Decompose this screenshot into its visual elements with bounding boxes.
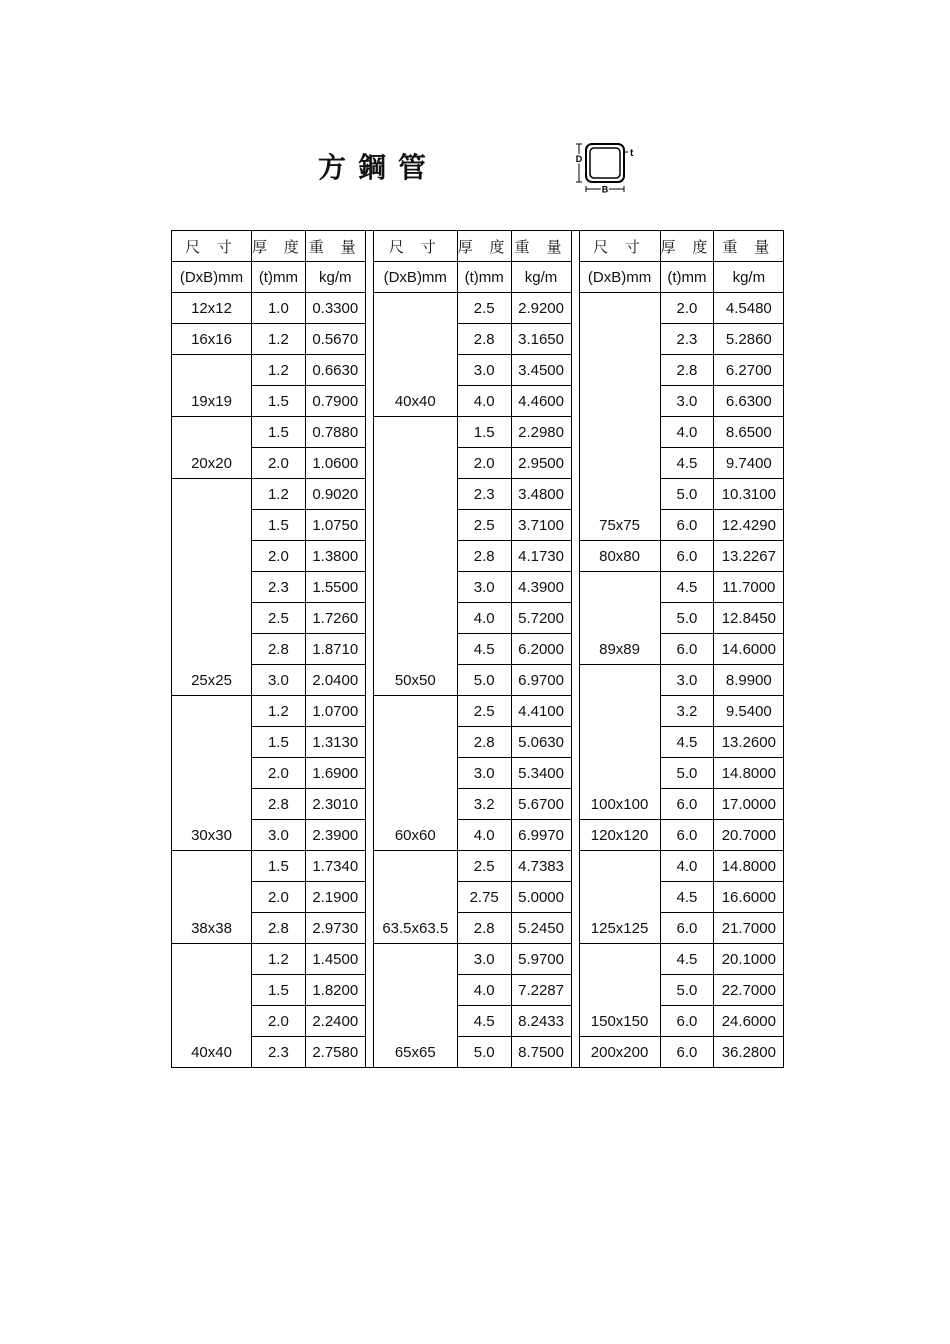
- table-row: [172, 355, 784, 386]
- weight-cell: 4.4100: [511, 696, 571, 727]
- thickness-cell: 2.3: [252, 572, 306, 603]
- weight-cell: 8.2433: [511, 1006, 571, 1037]
- table-row: [172, 386, 784, 417]
- thickness-cell: 4.0: [457, 386, 511, 417]
- col-weight-unit: kg/m: [714, 262, 784, 293]
- thickness-cell: 4.0: [660, 417, 714, 448]
- thickness-cell: 3.0: [457, 572, 511, 603]
- weight-cell: 4.3900: [511, 572, 571, 603]
- thickness-cell: 4.5: [660, 727, 714, 758]
- weight-cell: 6.9700: [511, 665, 571, 696]
- table-row: [172, 634, 784, 665]
- size-cell: 75x75: [579, 293, 660, 541]
- thickness-cell: 3.2: [457, 789, 511, 820]
- thickness-cell: 2.5: [252, 603, 306, 634]
- weight-cell: 5.2450: [511, 913, 571, 944]
- label-b: B: [601, 184, 609, 194]
- weight-cell: 14.8000: [714, 851, 784, 882]
- thickness-cell: 2.0: [252, 758, 306, 789]
- thickness-cell: 2.3: [660, 324, 714, 355]
- thickness-cell: 4.0: [660, 851, 714, 882]
- weight-cell: 5.3400: [511, 758, 571, 789]
- weight-cell: 2.3900: [305, 820, 365, 851]
- table-row: [172, 727, 784, 758]
- thickness-cell: 5.0: [457, 1037, 511, 1068]
- weight-cell: 2.3010: [305, 789, 365, 820]
- weight-cell: 0.5670: [305, 324, 365, 355]
- weight-cell: 8.7500: [511, 1037, 571, 1068]
- size-cell: 40x40: [373, 293, 457, 417]
- weight-cell: 1.3800: [305, 541, 365, 572]
- thickness-cell: 5.0: [660, 479, 714, 510]
- thickness-cell: 1.2: [252, 479, 306, 510]
- label-d: D: [575, 154, 583, 164]
- thickness-cell: 2.5: [457, 293, 511, 324]
- size-cell: 100x100: [579, 665, 660, 820]
- weight-cell: 22.7000: [714, 975, 784, 1006]
- table-row: [172, 913, 784, 944]
- thickness-cell: 4.5: [457, 634, 511, 665]
- col-weight-header: 重 量: [305, 231, 365, 262]
- weight-cell: 1.7340: [305, 851, 365, 882]
- thickness-cell: 3.0: [457, 758, 511, 789]
- thickness-cell: 2.8: [252, 913, 306, 944]
- thickness-cell: 4.5: [660, 882, 714, 913]
- thickness-cell: 1.2: [252, 324, 306, 355]
- weight-cell: 9.5400: [714, 696, 784, 727]
- weight-cell: 17.0000: [714, 789, 784, 820]
- thickness-cell: 4.5: [660, 944, 714, 975]
- table-row: [172, 510, 784, 541]
- weight-cell: 14.8000: [714, 758, 784, 789]
- table-row: [172, 665, 784, 696]
- col-size-header: 尺 寸: [172, 231, 252, 262]
- thickness-cell: 3.0: [252, 820, 306, 851]
- thickness-cell: 2.3: [252, 1037, 306, 1068]
- weight-cell: 20.1000: [714, 944, 784, 975]
- weight-cell: 12.4290: [714, 510, 784, 541]
- weight-cell: 0.7880: [305, 417, 365, 448]
- weight-cell: 2.9500: [511, 448, 571, 479]
- thickness-cell: 1.2: [252, 944, 306, 975]
- weight-cell: 5.2860: [714, 324, 784, 355]
- weight-cell: 13.2267: [714, 541, 784, 572]
- weight-cell: 4.4600: [511, 386, 571, 417]
- thickness-cell: 6.0: [660, 913, 714, 944]
- thickness-cell: 3.0: [660, 665, 714, 696]
- col-size-unit: (DxB)mm: [373, 262, 457, 293]
- table-row: [172, 324, 784, 355]
- thickness-cell: 5.0: [457, 665, 511, 696]
- thickness-cell: 1.2: [252, 696, 306, 727]
- thickness-cell: 2.0: [252, 448, 306, 479]
- thickness-cell: 1.5: [252, 727, 306, 758]
- size-cell: 80x80: [579, 541, 660, 572]
- weight-cell: 20.7000: [714, 820, 784, 851]
- col-size-unit: (DxB)mm: [172, 262, 252, 293]
- thickness-cell: 3.0: [457, 944, 511, 975]
- thickness-cell: 1.5: [252, 417, 306, 448]
- weight-cell: 6.6300: [714, 386, 784, 417]
- weight-cell: 0.6630: [305, 355, 365, 386]
- weight-cell: 8.9900: [714, 665, 784, 696]
- weight-cell: 14.6000: [714, 634, 784, 665]
- col-thick-header: 厚 度: [660, 231, 714, 262]
- weight-cell: 5.0000: [511, 882, 571, 913]
- weight-cell: 1.5500: [305, 572, 365, 603]
- thickness-cell: 2.8: [457, 913, 511, 944]
- weight-cell: 5.6700: [511, 789, 571, 820]
- weight-cell: 11.7000: [714, 572, 784, 603]
- table-row: [172, 975, 784, 1006]
- col-size-unit: (DxB)mm: [579, 262, 660, 293]
- weight-cell: 5.9700: [511, 944, 571, 975]
- weight-cell: 3.4500: [511, 355, 571, 386]
- weight-cell: 7.2287: [511, 975, 571, 1006]
- table-row: [172, 293, 784, 324]
- weight-cell: 24.6000: [714, 1006, 784, 1037]
- label-t: t: [630, 148, 634, 159]
- thickness-cell: 3.0: [457, 355, 511, 386]
- size-cell: 16x16: [172, 324, 252, 355]
- size-cell: 20x20: [172, 417, 252, 479]
- table-row: [172, 820, 784, 851]
- thickness-cell: 1.0: [252, 293, 306, 324]
- weight-cell: 1.0600: [305, 448, 365, 479]
- weight-cell: 2.2980: [511, 417, 571, 448]
- thickness-cell: 2.0: [252, 541, 306, 572]
- thickness-cell: 6.0: [660, 1037, 714, 1068]
- thickness-cell: 1.5: [457, 417, 511, 448]
- size-cell: 63.5x63.5: [373, 851, 457, 944]
- thickness-cell: 2.8: [252, 634, 306, 665]
- column-divider: [365, 231, 373, 1068]
- thickness-cell: 6.0: [660, 820, 714, 851]
- square-tube-spec-table: [171, 230, 784, 1068]
- thickness-cell: 2.0: [660, 293, 714, 324]
- weight-cell: 4.7383: [511, 851, 571, 882]
- thickness-cell: 4.5: [660, 572, 714, 603]
- size-cell: 30x30: [172, 696, 252, 851]
- thickness-cell: 5.0: [660, 975, 714, 1006]
- weight-cell: 1.8200: [305, 975, 365, 1006]
- table-row: [172, 603, 784, 634]
- size-cell: 120x120: [579, 820, 660, 851]
- weight-cell: 2.9200: [511, 293, 571, 324]
- thickness-cell: 2.8: [457, 324, 511, 355]
- page-title: 方鋼管: [318, 151, 439, 184]
- thickness-cell: 4.5: [660, 448, 714, 479]
- thickness-cell: 2.3: [457, 479, 511, 510]
- weight-cell: 36.2800: [714, 1037, 784, 1068]
- size-cell: 200x200: [579, 1037, 660, 1068]
- size-cell: 19x19: [172, 355, 252, 417]
- table-row: [172, 789, 784, 820]
- thickness-cell: 1.5: [252, 975, 306, 1006]
- thickness-cell: 3.0: [252, 665, 306, 696]
- unit-row: [172, 262, 784, 293]
- weight-cell: 4.1730: [511, 541, 571, 572]
- table-row: [172, 572, 784, 603]
- table-row: [172, 479, 784, 510]
- table-row: [172, 882, 784, 913]
- table-row: [172, 758, 784, 789]
- weight-cell: 3.4800: [511, 479, 571, 510]
- table-row: [172, 851, 784, 882]
- thickness-cell: 3.2: [660, 696, 714, 727]
- weight-cell: 1.6900: [305, 758, 365, 789]
- col-thick-header: 厚 度: [252, 231, 306, 262]
- weight-cell: 1.4500: [305, 944, 365, 975]
- weight-cell: 16.6000: [714, 882, 784, 913]
- thickness-cell: 6.0: [660, 541, 714, 572]
- table-row: [172, 696, 784, 727]
- size-cell: 50x50: [373, 417, 457, 696]
- thickness-cell: 4.0: [457, 603, 511, 634]
- size-cell: 12x12: [172, 293, 252, 324]
- col-size-header: 尺 寸: [373, 231, 457, 262]
- thickness-cell: 2.8: [457, 541, 511, 572]
- col-weight-header: 重 量: [714, 231, 784, 262]
- size-cell: 25x25: [172, 479, 252, 696]
- thickness-cell: 6.0: [660, 634, 714, 665]
- header-row: [172, 231, 784, 262]
- table-row: [172, 448, 784, 479]
- col-weight-unit: kg/m: [305, 262, 365, 293]
- weight-cell: 2.1900: [305, 882, 365, 913]
- weight-cell: 2.0400: [305, 665, 365, 696]
- thickness-cell: 6.0: [660, 789, 714, 820]
- weight-cell: 21.7000: [714, 913, 784, 944]
- thickness-cell: 2.0: [457, 448, 511, 479]
- thickness-cell: 2.5: [457, 851, 511, 882]
- thickness-cell: 2.8: [660, 355, 714, 386]
- col-thick-unit: (t)mm: [252, 262, 306, 293]
- table-row: [172, 1006, 784, 1037]
- size-cell: 40x40: [172, 944, 252, 1068]
- thickness-cell: 1.2: [252, 355, 306, 386]
- col-thick-unit: (t)mm: [660, 262, 714, 293]
- weight-cell: 0.3300: [305, 293, 365, 324]
- column-divider: [571, 231, 579, 1068]
- weight-cell: 10.3100: [714, 479, 784, 510]
- thickness-cell: 1.5: [252, 510, 306, 541]
- col-weight-header: 重 量: [511, 231, 571, 262]
- size-cell: 125x125: [579, 851, 660, 944]
- col-thick-header: 厚 度: [457, 231, 511, 262]
- weight-cell: 1.0700: [305, 696, 365, 727]
- col-size-header: 尺 寸: [579, 231, 660, 262]
- weight-cell: 1.0750: [305, 510, 365, 541]
- table-row: [172, 417, 784, 448]
- weight-cell: 1.8710: [305, 634, 365, 665]
- weight-cell: 12.8450: [714, 603, 784, 634]
- weight-cell: 2.2400: [305, 1006, 365, 1037]
- size-cell: 60x60: [373, 696, 457, 851]
- weight-cell: 6.2000: [511, 634, 571, 665]
- thickness-cell: 4.5: [457, 1006, 511, 1037]
- weight-cell: 2.7580: [305, 1037, 365, 1068]
- thickness-cell: 2.5: [457, 696, 511, 727]
- thickness-cell: 2.75: [457, 882, 511, 913]
- weight-cell: 1.7260: [305, 603, 365, 634]
- thickness-cell: 2.0: [252, 882, 306, 913]
- weight-cell: 13.2600: [714, 727, 784, 758]
- size-cell: 65x65: [373, 944, 457, 1068]
- weight-cell: 1.3130: [305, 727, 365, 758]
- thickness-cell: 6.0: [660, 510, 714, 541]
- thickness-cell: 3.0: [660, 386, 714, 417]
- size-cell: 150x150: [579, 944, 660, 1037]
- thickness-cell: 2.0: [252, 1006, 306, 1037]
- thickness-cell: 2.8: [252, 789, 306, 820]
- table-row: [172, 944, 784, 975]
- thickness-cell: 4.0: [457, 820, 511, 851]
- weight-cell: 9.7400: [714, 448, 784, 479]
- weight-cell: 2.9730: [305, 913, 365, 944]
- weight-cell: 5.0630: [511, 727, 571, 758]
- size-cell: 38x38: [172, 851, 252, 944]
- thickness-cell: 5.0: [660, 603, 714, 634]
- thickness-cell: 1.5: [252, 851, 306, 882]
- thickness-cell: 1.5: [252, 386, 306, 417]
- weight-cell: 0.7900: [305, 386, 365, 417]
- thickness-cell: 2.8: [457, 727, 511, 758]
- weight-cell: 6.2700: [714, 355, 784, 386]
- weight-cell: 8.6500: [714, 417, 784, 448]
- size-cell: 89x89: [579, 572, 660, 665]
- square-tube-diagram: [573, 138, 637, 194]
- thickness-cell: 5.0: [660, 758, 714, 789]
- col-thick-unit: (t)mm: [457, 262, 511, 293]
- weight-cell: 0.9020: [305, 479, 365, 510]
- weight-cell: 5.7200: [511, 603, 571, 634]
- table-row: [172, 1037, 784, 1068]
- thickness-cell: 2.5: [457, 510, 511, 541]
- col-weight-unit: kg/m: [511, 262, 571, 293]
- weight-cell: 3.7100: [511, 510, 571, 541]
- weight-cell: 3.1650: [511, 324, 571, 355]
- thickness-cell: 6.0: [660, 1006, 714, 1037]
- table-row: [172, 541, 784, 572]
- thickness-cell: 4.0: [457, 975, 511, 1006]
- weight-cell: 4.5480: [714, 293, 784, 324]
- weight-cell: 6.9970: [511, 820, 571, 851]
